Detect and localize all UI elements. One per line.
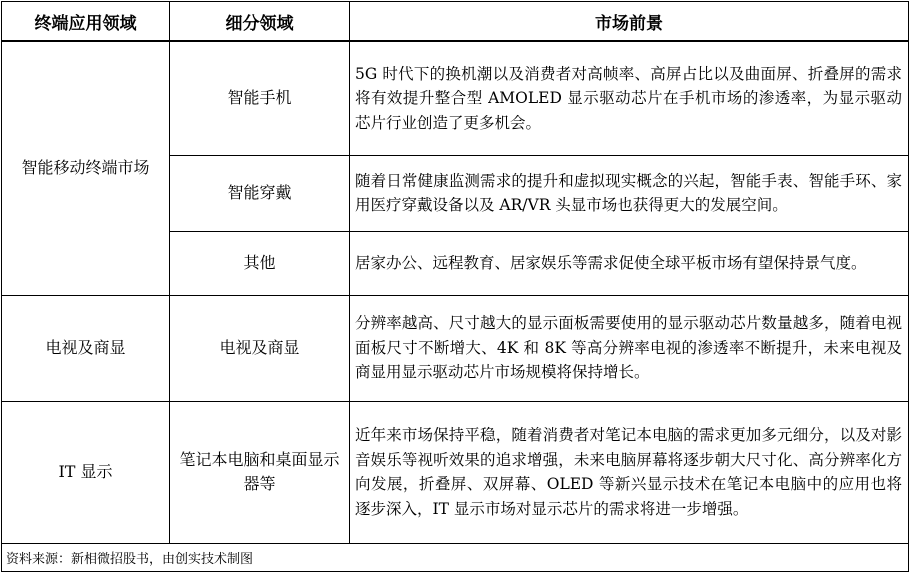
header-market-outlook: 市场前景: [350, 2, 909, 42]
subcategory-other: 其他: [170, 231, 350, 295]
market-outlook-table: [1, 1, 909, 572]
category-it-display: IT 显示: [2, 401, 170, 543]
subcategory-laptop-monitor: 笔记本电脑和桌面显示器等: [170, 401, 350, 543]
source-note: 资料来源：新相微招股书，由创实技术制图: [2, 543, 909, 571]
table-row: [2, 41, 909, 155]
header-application-field: 终端应用领域: [2, 2, 170, 42]
description-smartphone: 5G 时代下的换机潮以及消费者对高帧率、高屏占比以及曲面屏、折叠屏的需求将有效提升整合型 AMOLED 显示驱动芯片在手机市场的渗透率，为显示驱动芯片行业创造了更多机会。: [350, 41, 909, 155]
description-it-display: 近年来市场保持平稳，随着消费者对笔记本电脑的需求更加多元细分，以及对影音娱乐等视听效果的追求增强，未来电脑屏幕将逐步朝大尺寸化、高分辨率化方向发展，折叠屏、双屏幕、OLED 等新兴显示技术在笔记本电脑中的应用也将逐步深入，IT 显示市场对显示芯片的需求将进一步增强。: [350, 401, 909, 543]
subcategory-tv-commercial-display: 电视及商显: [170, 295, 350, 401]
subcategory-wearable: 智能穿戴: [170, 155, 350, 231]
category-tv-commercial-display: 电视及商显: [2, 295, 170, 401]
description-tv-commercial-display: 分辨率越高、尺寸越大的显示面板需要使用的显示驱动芯片数量越多，随着电视面板尺寸不断增大、4K 和 8K 等高分辨率电视的渗透率不断提升，未来电视及商显用显示驱动芯片市场规模将保持增长。: [350, 295, 909, 401]
table-header-row: [2, 2, 909, 42]
category-mobile-terminal: 智能移动终端市场: [2, 41, 170, 295]
table-footer-row: [2, 543, 909, 571]
description-other: 居家办公、远程教育、居家娱乐等需求促使全球平板市场有望保持景气度。: [350, 231, 909, 295]
description-wearable: 随着日常健康监测需求的提升和虚拟现实概念的兴起，智能手表、智能手环、家用医疗穿戴设备以及 AR/VR 头显市场也获得更大的发展空间。: [350, 155, 909, 231]
header-subfield: 细分领域: [170, 2, 350, 42]
subcategory-smartphone: 智能手机: [170, 41, 350, 155]
table-row: [2, 401, 909, 543]
table-row: [2, 295, 909, 401]
